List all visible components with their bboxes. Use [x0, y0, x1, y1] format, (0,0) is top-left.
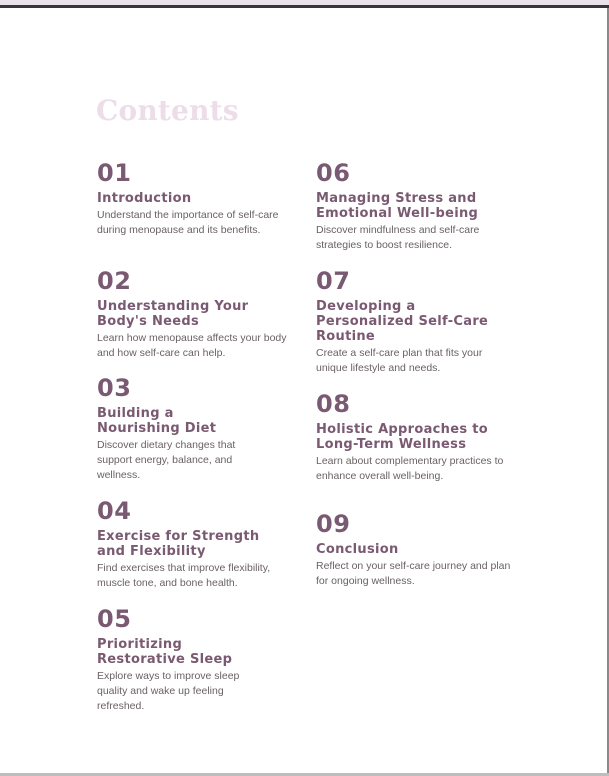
toc-entry-07[interactable]	[316, 268, 516, 376]
toc-description: Reflect on your self-care journey and plan for ongoing wellness.	[316, 560, 511, 587]
toc-number: 03	[97, 374, 132, 402]
toc-entry-09[interactable]	[316, 511, 516, 589]
toc-description: Discover mindfulness and self-care strategies to boost resilience.	[316, 224, 480, 251]
toc-entry-03[interactable]	[97, 375, 297, 483]
toc-entry-02[interactable]	[97, 268, 297, 361]
toc-description: Learn how menopause affects your body and how self-care can help.	[97, 332, 287, 359]
toc-heading: Conclusion	[316, 542, 399, 557]
toc-number: 06	[316, 159, 351, 187]
toc-entry-08[interactable]	[316, 391, 516, 484]
toc-heading: Understanding Your Body's Needs	[97, 299, 249, 329]
toc-heading: Introduction	[97, 191, 192, 206]
toc-number: 09	[316, 510, 351, 538]
toc-heading: Managing Stress and Emotional Well-being	[316, 191, 479, 221]
toc-entry-06[interactable]	[316, 160, 516, 253]
toc-number: 05	[97, 605, 132, 633]
toc-description: Understand the importance of self-care during menopause and its benefits.	[97, 209, 279, 236]
toc-description: Explore ways to improve sleep quality and wake up feeling refreshed.	[97, 670, 240, 712]
toc-number: 02	[97, 267, 132, 295]
toc-heading: Developing a Personalized Self-Care Routine	[316, 299, 489, 344]
toc-entry-05[interactable]	[97, 606, 297, 714]
toc-description: Create a self-care plan that fits your unique lifestyle and needs.	[316, 347, 483, 374]
toc-entry-01[interactable]	[97, 160, 297, 238]
toc-heading: Building a Nourishing Diet	[97, 406, 217, 436]
toc-number: 01	[97, 159, 132, 187]
toc-heading: Exercise for Strength and Flexibility	[97, 529, 260, 559]
toc-description: Find exercises that improve flexibility, muscle tone, and bone health.	[97, 562, 271, 589]
page-title: Contents	[96, 94, 239, 127]
window-top-border	[0, 0, 609, 8]
toc-entry-04[interactable]	[97, 498, 297, 591]
toc-number: 08	[316, 390, 351, 418]
toc-number: 04	[97, 497, 132, 525]
toc-heading: Prioritizing Restorative Sleep	[97, 637, 233, 667]
toc-heading: Holistic Approaches to Long-Term Wellness	[316, 422, 488, 452]
toc-description: Discover dietary changes that support energy, balance, and wellness.	[97, 439, 236, 481]
toc-description: Learn about complementary practices to enhance overall well-being.	[316, 455, 504, 482]
toc-number: 07	[316, 267, 351, 295]
